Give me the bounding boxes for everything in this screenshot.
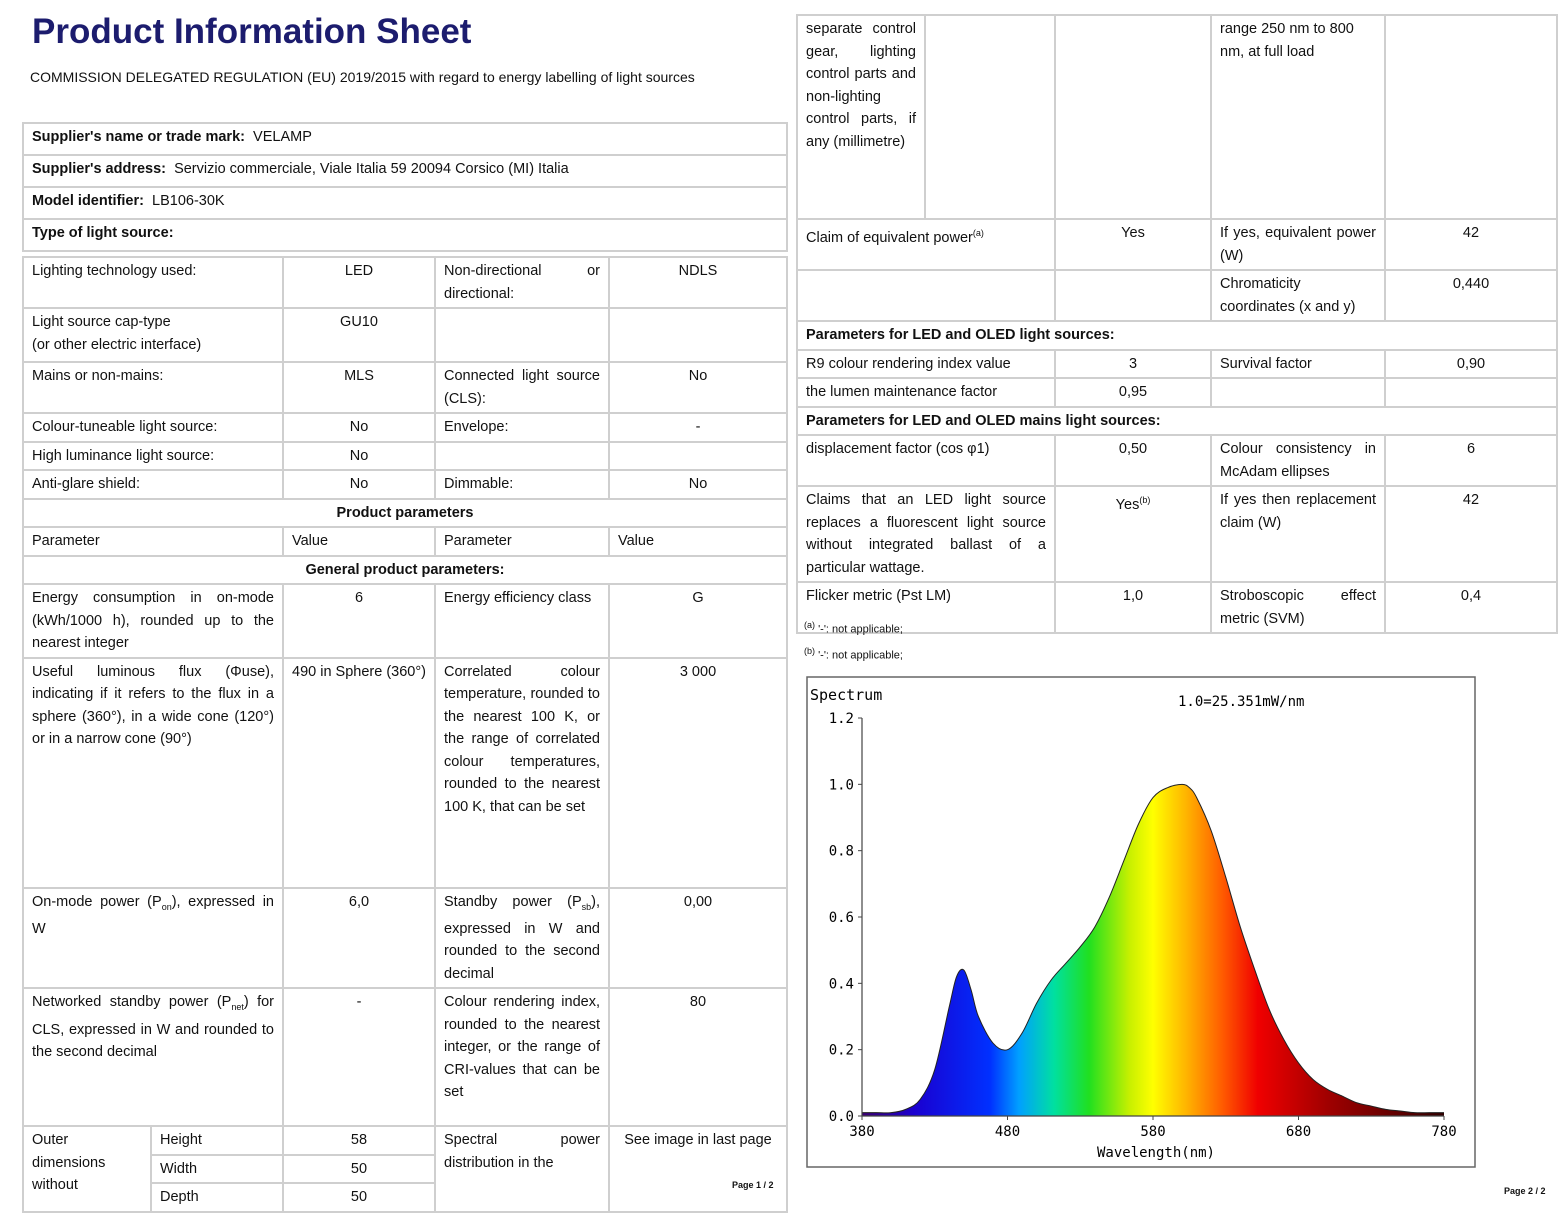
equiv-value: Yes xyxy=(1055,219,1211,270)
spd-label: Spectral power distribution in the xyxy=(435,1126,609,1212)
supplier-name-row xyxy=(23,123,787,155)
page-1 xyxy=(22,0,786,1206)
mains-value: MLS xyxy=(283,362,435,413)
tune-value: No xyxy=(283,413,435,442)
empty-cell xyxy=(1211,378,1385,407)
consistency-value: 6 xyxy=(1385,435,1557,486)
page-2 xyxy=(796,0,1558,1200)
footnote-a xyxy=(804,620,903,636)
standby-label-a: Standby power (P xyxy=(444,893,582,910)
depth-value: 50 xyxy=(283,1183,435,1212)
cri-value: 80 xyxy=(609,988,787,1126)
onmode-label xyxy=(23,888,283,989)
supplier-name-label: Supplier's name or trade mark: xyxy=(32,129,245,145)
outer-label: Outer dimensions without xyxy=(23,1126,151,1212)
dim-value: No xyxy=(609,470,787,499)
cap-label-cell xyxy=(23,308,283,362)
y-tick-label: 0.0 xyxy=(828,1109,854,1125)
ag-value: No xyxy=(283,470,435,499)
page-number: Page 1 / 2 xyxy=(732,1180,774,1190)
led-params-heading: Parameters for LED and OLED light sources: xyxy=(797,321,1557,350)
supplier-address-row xyxy=(23,155,787,187)
equiv-sup: (a) xyxy=(972,228,984,238)
col-parameter: Parameter xyxy=(435,527,609,556)
tune-label: Colour-tuneable light source: xyxy=(23,413,283,442)
cont-label: separate control gear, lighting control parts and non-lighting control parts, if any (millimetre) xyxy=(797,15,925,219)
net-value: - xyxy=(283,988,435,1126)
empty-cell xyxy=(1055,270,1211,321)
footnote-b-text: '-': not applicable; xyxy=(818,649,903,662)
replace-label: If yes then replacement claim (W) xyxy=(1211,486,1385,582)
chroma-value: 0,440 xyxy=(1385,270,1557,321)
spectrum-chart xyxy=(806,676,1476,1170)
claims-sup: (b) xyxy=(1139,495,1151,505)
equiv-label-text: Claim of equivalent power xyxy=(806,229,973,246)
replace-value: 42 xyxy=(1385,486,1557,582)
net-label xyxy=(23,988,283,1126)
col-value: Value xyxy=(283,527,435,556)
height-label: Height xyxy=(151,1126,283,1155)
standby-sub: sb xyxy=(581,901,592,912)
env-label: Envelope: xyxy=(435,413,609,442)
claims-value: Yes xyxy=(1115,496,1140,513)
tech-label: Lighting technology used: xyxy=(23,257,283,308)
continued-table xyxy=(796,14,1558,634)
height-value: 58 xyxy=(283,1126,435,1155)
net-label-a: Networked standby power (P xyxy=(32,994,232,1011)
empty-cell xyxy=(435,308,609,362)
cap-label-2: (or other electric interface) xyxy=(32,336,202,353)
model-identifier: LB106-30K xyxy=(152,193,225,209)
energy-label: Energy consumption in on-mode (kWh/1000 h), rounded up to the nearest integer xyxy=(23,584,283,658)
chart-title: Spectrum xyxy=(810,686,883,704)
onmode-value: 6,0 xyxy=(283,888,435,989)
spd-value: See image in last page xyxy=(609,1126,787,1212)
onmode-label-b: ), expressed in W xyxy=(32,893,274,937)
y-tick-label: 0.6 xyxy=(828,910,854,926)
lumen-label: the lumen maintenance factor xyxy=(797,378,1055,407)
env-value: - xyxy=(609,413,787,442)
r9-value: 3 xyxy=(1055,350,1211,379)
empty-cell xyxy=(1055,15,1211,219)
empty-cell xyxy=(797,270,1055,321)
cri-label: Colour rendering index, rounded to the nearest integer, or the range of CRI-values that can be set xyxy=(435,988,609,1126)
footnote-b xyxy=(804,646,903,662)
disp-value: 0,50 xyxy=(1055,435,1211,486)
strobe-label: Stroboscopic effect metric (SVM) xyxy=(1211,582,1385,633)
r9-label: R9 colour rendering index value xyxy=(797,350,1055,379)
standby-label xyxy=(435,888,609,989)
standby-value: 0,00 xyxy=(609,888,787,989)
dir-label: Non-directional or directional: xyxy=(435,257,609,308)
net-label-b: ) for CLS, expressed in W and rounded to the second decimal xyxy=(32,994,275,1061)
flux-label: Useful luminous flux (Φuse), indicating if it refers to the flux in a sphere (360°), in a wide cone (120°) or in a narrow cone (90°) xyxy=(23,658,283,888)
y-tick-label: 0.2 xyxy=(828,1042,854,1059)
general-parameters-heading: General product parameters: xyxy=(23,556,787,585)
supplier-address-label: Supplier's address: xyxy=(32,161,166,177)
mains-label: Mains or non-mains: xyxy=(23,362,283,413)
footnote-a-text: '-': not applicable; xyxy=(818,623,903,636)
cont-param: range 250 nm to 800 nm, at full load xyxy=(1211,15,1385,219)
empty-cell xyxy=(1385,15,1557,219)
cap-label: Light source cap-type xyxy=(32,314,171,330)
chroma-label: Chromaticity coordinates (x and y) xyxy=(1211,270,1385,321)
led-mains-params-heading: Parameters for LED and OLED mains light sources: xyxy=(797,407,1557,436)
empty-cell xyxy=(1385,378,1557,407)
flicker-label: Flicker metric (Pst LM) xyxy=(797,582,1055,633)
flicker-value: 1,0 xyxy=(1055,582,1211,633)
empty-cell xyxy=(609,308,787,362)
onmode-label-a: On-mode power (P xyxy=(32,893,162,910)
x-tick-label: 580 xyxy=(1140,1124,1166,1140)
type-label: Type of light source: xyxy=(23,219,787,251)
x-tick-label: 680 xyxy=(1285,1124,1312,1140)
energy-value: 6 xyxy=(283,584,435,658)
dim-label: Dimmable: xyxy=(435,470,609,499)
survival-value: 0,90 xyxy=(1385,350,1557,379)
claims-label: Claims that an LED light source replaces a fluorescent light source without integrated ballast of a particular wattage. xyxy=(797,486,1055,582)
cct-label: Correlated colour temperature, rounded to the nearest 100 K, or the range of correlated colour temperatures, rounded to the nearest 100 K, that can be set xyxy=(435,658,609,888)
y-tick-label: 1.2 xyxy=(828,711,854,727)
col-parameter: Parameter xyxy=(23,527,283,556)
depth-label: Depth xyxy=(151,1183,283,1212)
dir-value: NDLS xyxy=(609,257,787,308)
claims-value-cell xyxy=(1055,486,1211,582)
page-title: Product Information Sheet xyxy=(32,12,472,51)
footnote-b-mark: (b) xyxy=(804,646,815,656)
width-label: Width xyxy=(151,1155,283,1184)
equiv-power-value: 42 xyxy=(1385,219,1557,270)
onmode-sub: on xyxy=(161,901,172,912)
supplier-address: Servizio commerciale, Viale Italia 59 20094 Corsico (MI) Italia xyxy=(174,161,569,177)
col-value: Value xyxy=(609,527,787,556)
page-number: Page 2 / 2 xyxy=(1504,1186,1546,1196)
cct-value: 3 000 xyxy=(609,658,787,888)
hl-label: High luminance light source: xyxy=(23,442,283,471)
ag-label: Anti-glare shield: xyxy=(23,470,283,499)
flux-value: 490 in Sphere (360°) xyxy=(283,658,435,888)
y-tick-label: 0.8 xyxy=(828,843,854,860)
supplier-table xyxy=(22,122,788,252)
cap-value: GU10 xyxy=(283,308,435,362)
x-tick-label: 380 xyxy=(849,1124,875,1140)
empty-cell xyxy=(435,442,609,471)
x-axis-label: Wavelength(nm) xyxy=(1096,1145,1216,1161)
standby-label-b: ), expressed in W and rounded to the second decimal xyxy=(444,893,600,982)
survival-label: Survival factor xyxy=(1211,350,1385,379)
lumen-value: 0,95 xyxy=(1055,378,1211,407)
chart-scale-note: 1.0=25.351mW/nm xyxy=(1178,694,1305,710)
width-value: 50 xyxy=(283,1155,435,1184)
y-tick-label: 1.0 xyxy=(828,777,854,794)
strobe-value: 0,4 xyxy=(1385,582,1557,633)
equiv-power-label: If yes, equivalent power (W) xyxy=(1211,219,1385,270)
y-tick-label: 0.4 xyxy=(828,976,854,993)
consistency-label: Colour consistency in McAdam ellipses xyxy=(1211,435,1385,486)
hl-value: No xyxy=(283,442,435,471)
supplier-name: VELAMP xyxy=(253,129,312,145)
eclass-label: Energy efficiency class xyxy=(435,584,609,658)
model-label: Model identifier: xyxy=(32,193,144,209)
model-row xyxy=(23,187,787,219)
cls-value: No xyxy=(609,362,787,413)
eclass-value: G xyxy=(609,584,787,658)
net-sub: net xyxy=(231,1002,244,1013)
disp-label: displacement factor (cos φ1) xyxy=(797,435,1055,486)
empty-cell xyxy=(609,442,787,471)
x-tick-label: 480 xyxy=(994,1124,1021,1140)
footnote-a-mark: (a) xyxy=(804,620,815,630)
equiv-label xyxy=(797,219,1055,270)
main-parameters-table xyxy=(22,256,788,1213)
regulation-text: COMMISSION DELEGATED REGULATION (EU) 2019/2015 with regard to energy labelling of light sources xyxy=(30,69,695,85)
empty-cell xyxy=(925,15,1055,219)
product-parameters-heading: Product parameters xyxy=(23,499,787,528)
tech-value: LED xyxy=(283,257,435,308)
cls-label: Connected light source (CLS): xyxy=(435,362,609,413)
x-tick-label: 780 xyxy=(1431,1124,1457,1140)
